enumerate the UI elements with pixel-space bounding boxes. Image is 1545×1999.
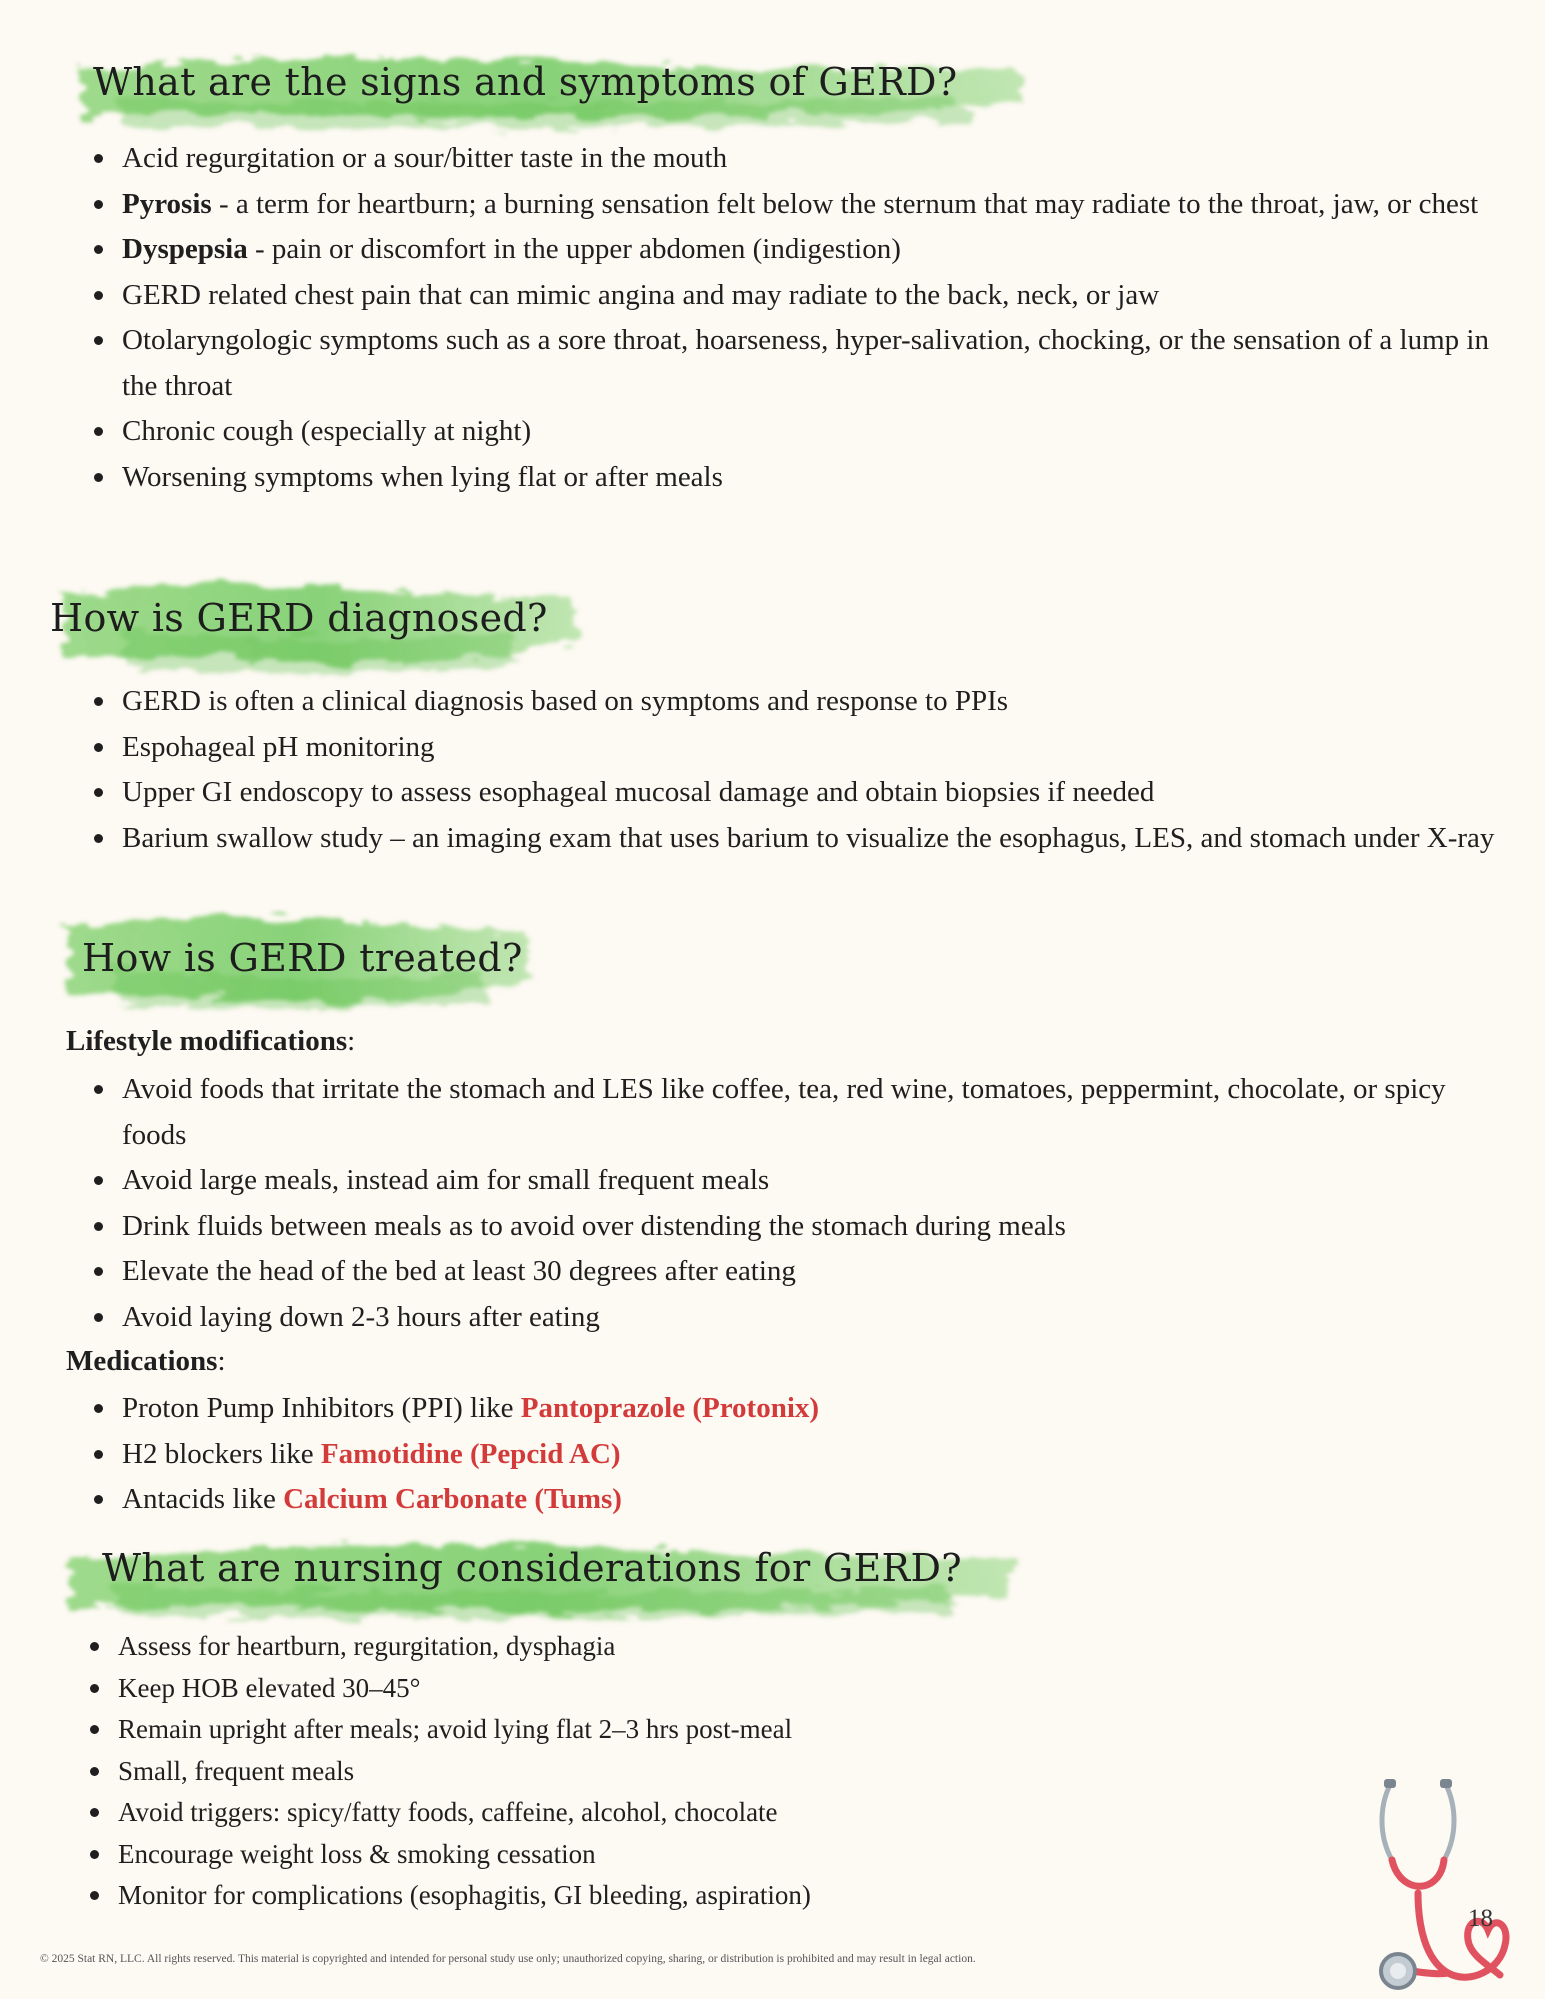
list-item: Small, frequent meals: [90, 1751, 1340, 1793]
list-item: Dyspepsia - pain or discomfort in the upper abdomen (indigestion): [94, 227, 1514, 273]
list-item: Avoid large meals, instead aim for small frequent meals: [94, 1158, 1514, 1204]
list-item: Drink fluids between meals as to avoid over distending the stomach during meals: [94, 1204, 1514, 1250]
drug-name: Pantoprazole (Protonix): [520, 1392, 820, 1424]
list-item: GERD is often a clinical diagnosis based on symptoms and response to PPIs: [94, 679, 1514, 725]
list-item: Espohageal pH monitoring: [94, 725, 1514, 771]
medications-label: Medications:: [66, 1345, 226, 1377]
list-item: Remain upright after meals; avoid lying flat 2–3 hrs post-meal: [90, 1709, 1340, 1751]
list-item: GERD related chest pain that can mimic angina and may radiate to the back, neck, or jaw: [94, 273, 1514, 319]
list-item: Pyrosis - a term for heartburn; a burning sensation felt below the sternum that may radiate to the throat, jaw, or chest: [94, 182, 1514, 228]
nursing-list: [90, 1626, 1340, 1917]
symptoms-list: [94, 136, 1514, 500]
list-item: Monitor for complications (esophagitis, GI bleeding, aspiration): [90, 1875, 1340, 1917]
stethoscope-heart-icon: [1370, 1775, 1540, 1995]
copyright-footer: © 2025 Stat RN, LLC. All rights reserved. This material is copyrighted and intended for personal study use only; unauthorized copying, sharing, or distribution is prohibited and may result in legal action.: [40, 1953, 976, 1965]
list-item: Acid regurgitation or a sour/bitter taste in the mouth: [94, 136, 1514, 182]
list-item: Proton Pump Inhibitors (PPI) like Pantoprazole (Protonix): [94, 1386, 1514, 1432]
list-item: Avoid foods that irritate the stomach and LES like coffee, tea, red wine, tomatoes, peppermint, chocolate, or spicy foods: [94, 1067, 1514, 1158]
lifestyle-list: [94, 1067, 1514, 1340]
list-item: Worsening symptoms when lying flat or after meals: [94, 455, 1514, 501]
heading-symptoms: What are the signs and symptoms of GERD?: [93, 60, 958, 104]
medications-list: [94, 1386, 1514, 1523]
heading-treatment: How is GERD treated?: [82, 936, 523, 980]
heading-diagnosis: How is GERD diagnosed?: [50, 596, 548, 640]
list-item: Antacids like Calcium Carbonate (Tums): [94, 1477, 1514, 1523]
list-item: Keep HOB elevated 30–45°: [90, 1668, 1340, 1710]
page-number: 18: [1468, 1905, 1493, 1932]
list-item: H2 blockers like Famotidine (Pepcid AC): [94, 1432, 1514, 1478]
lifestyle-label: Lifestyle modifications:: [66, 1025, 356, 1057]
list-item: Assess for heartburn, regurgitation, dysphagia: [90, 1626, 1340, 1668]
drug-name: Famotidine (Pepcid AC): [320, 1437, 621, 1470]
list-item: Elevate the head of the bed at least 30 degrees after eating: [94, 1249, 1514, 1295]
list-item: Barium swallow study – an imaging exam that uses barium to visualize the esophagus, LES, and stomach under X-ray: [94, 816, 1514, 862]
list-item: Otolaryngologic symptoms such as a sore throat, hoarseness, hyper-salivation, chocking, or the sensation of a lump in the throat: [94, 318, 1514, 409]
list-item: Encourage weight loss & smoking cessation: [90, 1834, 1340, 1876]
list-item: Chronic cough (especially at night): [94, 409, 1514, 455]
list-item: Upper GI endoscopy to assess esophageal mucosal damage and obtain biopsies if needed: [94, 770, 1514, 816]
diagnosis-list: [94, 679, 1514, 861]
heading-nursing: What are nursing considerations for GERD?: [102, 1546, 962, 1590]
list-item: Avoid laying down 2-3 hours after eating: [94, 1295, 1514, 1341]
list-item: Avoid triggers: spicy/fatty foods, caffeine, alcohol, chocolate: [90, 1792, 1340, 1834]
drug-name: Calcium Carbonate (Tums): [283, 1483, 622, 1515]
